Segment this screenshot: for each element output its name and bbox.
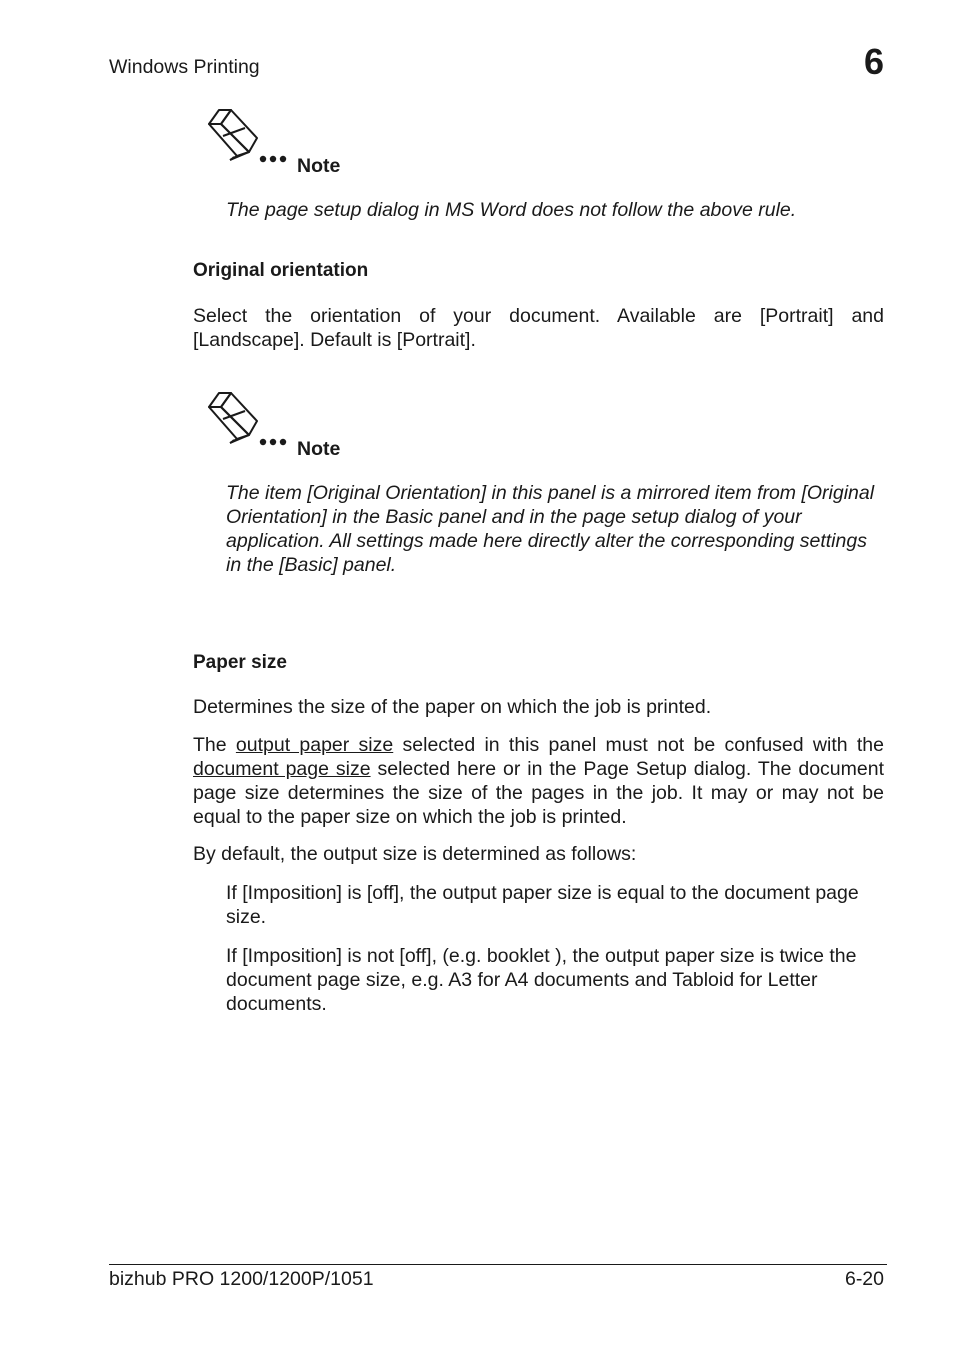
pencil-note-icon [201, 106, 293, 166]
output-paper-size-term: output paper size [235, 734, 394, 756]
paragraph-text: selected in this panel must not be confused with the [393, 734, 884, 756]
list-item: If [Imposition] is not [off], (e.g. booklet ), the output paper size is twice the document page size, e.g. A3 for A4 documents and Tabloid for Letter documents. [226, 945, 857, 1015]
paper-size-paragraph-2 [193, 733, 884, 829]
footer-page-number: 6-20 [844, 1268, 884, 1290]
paragraph-text: The [193, 734, 236, 756]
running-header: Windows Printing [109, 56, 260, 78]
note-text: The page setup dialog in MS Word does not follow the above rule. [226, 199, 797, 221]
section-heading-paper-size: Paper size [193, 652, 287, 673]
note-label: Note [297, 438, 341, 460]
paper-size-paragraph-3: By default, the output size is determined as follows: [193, 843, 637, 865]
section-heading-orientation: Original orientation [193, 260, 369, 281]
pencil-note-icon [201, 389, 293, 449]
chapter-number: 6 [863, 41, 884, 82]
list-item: If [Imposition] is [off], the output paper size is equal to the document page size. [226, 882, 859, 928]
document-page-size-term: document page size [193, 758, 371, 780]
footer-divider [109, 1264, 887, 1265]
paragraph-text: selected here or in the Page Setup dialog. The document page size determines the size of the pages in the job. It may or may not be equal to the paper size on which the job is printed. [193, 758, 884, 828]
orientation-paragraph-line1: Select the orientation of your document. Available are [Portrait] and [193, 305, 884, 327]
note-text: The item [Original Orientation] in this panel is a mirrored item from [Original Orientation] in the Basic panel and in the page setup dialog of your application. All settings made here directly alter the corresponding settings in the [Basic] panel. [226, 482, 875, 576]
note-block [201, 106, 891, 222]
note-label: Note [297, 155, 341, 177]
note-block [201, 389, 891, 577]
paper-size-paragraph-1: Determines the size of the paper on which the job is printed. [193, 696, 712, 718]
orientation-paragraph-line2: [Landscape]. Default is [Portrait]. [193, 329, 476, 351]
footer-product-name: bizhub PRO 1200/1200P/1051 [109, 1268, 374, 1290]
